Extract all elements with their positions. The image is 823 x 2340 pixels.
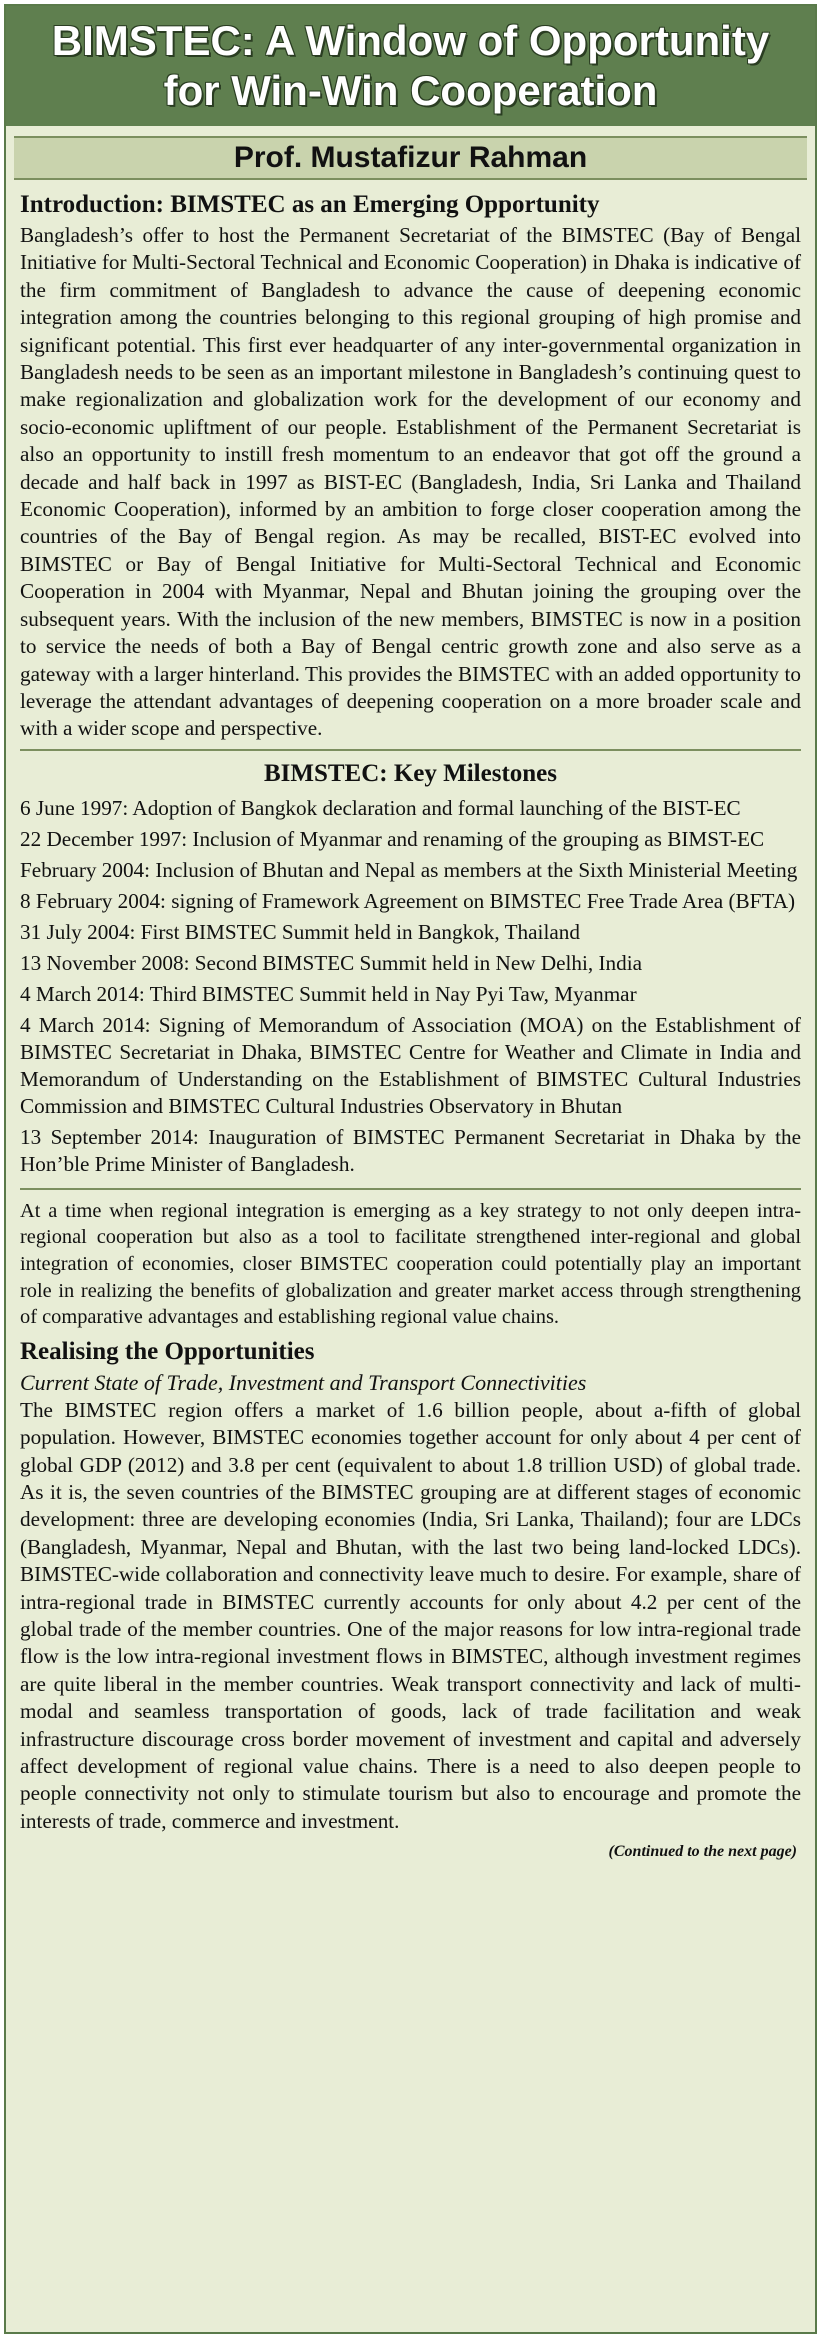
article-content xyxy=(6,180,815,1861)
intro-text: Bangladesh’s offer to host the Permanent Secretariat of the BIMSTEC (Bay of Bengal Initiative for Multi-Sectoral Technical and Economic Cooperation) in Dhaka is indicative of the firm commitment of Bangladesh to advance the cause of deepening economic integration among the countries belonging to this regional grouping of high promise and significant potential. This first ever headquarter of any inter-governmental organization in Bangladesh needs to be seen as an important milestone in Bangladesh’s continuing quest to make regionalization and globalization work for the development of our economy and socio-economic upliftment of our people. Establishment of the Permanent Secretariat is also an opportunity to instill fresh momentum to an endeavor that got off the ground a decade and half back in 1997 as BIST-EC (Bangladesh, India, Sri Lanka and Thailand Economic Cooperation), informed by an ambition to forge closer cooperation among the countries of the Bay of Bengal region. As may be recalled, BIST-EC evolved into BIMSTEC or Bay of Bengal Initiative for Multi-Sectoral Technical and Economic Cooperation in 2004 with Myanmar, Nepal and Bhutan joining the grouping over the subsequent years. With the inclusion of the new members, BIMSTEC is now in a position to service the needs of both a Bay of Bengal centric growth zone and also serve as a gateway with a larger hinterland. This provides the BIMSTEC with an added opportunity to leverage the attendant advantages of deepening cooperation on a more broader scale and with a wider scope and perspective. xyxy=(20,223,801,741)
milestone-item: 31 July 2004: First BIMSTEC Summit held in Bangkok, Thailand xyxy=(20,919,580,944)
milestone-item: 13 September 2014: Inauguration of BIMSTEC Permanent Secretariat in Dhaka by the Hon’ble Prime Minister of Bangladesh. xyxy=(20,1124,801,1176)
transition-paragraph: At a time when regional integration is emerging as a key strategy to not only deepen intra-regional cooperation but also as a tool to facilitate strengthened inter-regional and global integration of economies, closer BIMSTEC cooperation could potentially play an important role in realizing the benefits of globalization and greater market access through strengthening of comparative advantages and establishing regional value chains. xyxy=(20,1199,801,1329)
milestone-item: 4 March 2014: Third BIMSTEC Summit held in Nay Pyi Taw, Myanmar xyxy=(20,981,637,1006)
continued-note: (Continued to the next page) xyxy=(608,1843,797,1861)
title-banner xyxy=(6,6,815,126)
milestone-item: 13 November 2008: Second BIMSTEC Summit held in New Delhi, India xyxy=(20,950,643,975)
milestone-item: February 2004: Inclusion of Bhutan and Nepal as members at the Sixth Ministerial Meeting xyxy=(20,857,798,882)
article-page xyxy=(4,4,817,2334)
milestone-item: 4 March 2014: Signing of Memorandum of Association (MOA) on the Establishment of BIMSTEC Secretariat in Dhaka, BIMSTEC Centre for Weather and Climate in India and Memorandum of Understanding on the Establishment of BIMSTEC Cultural Industries Commission and BIMSTEC Cultural Industries Observatory in Bhutan xyxy=(20,1012,801,1118)
article-title xyxy=(14,16,807,116)
realising-heading: Realising the Opportunities xyxy=(20,1337,315,1365)
milestone-item: 8 February 2004: signing of Framework Agreement on BIMSTEC Free Trade Area (BFTA) xyxy=(20,888,796,913)
realising-subheading: Current State of Trade, Investment and Transport Connectivities xyxy=(20,1369,587,1395)
realising-text: The BIMSTEC region offers a market of 1.6 billion people, about a-fifth of global population. However, BIMSTEC economies together account for only about 4 per cent of global GDP (2012) and 3.8 per cent (equivalent to about 1.8 trillion USD) of global trade. As it is, the seven countries of the BIMSTEC grouping are at different stages of economic development: three are developing economies (India, Sri Lanka, Thailand); four are LDCs (Bangladesh, Myanmar, Nepal and Bhutan, with the last two being land-locked LDCs). BIMSTEC-wide collaboration and connectivity leave much to desire. For example, share of intra-regional trade in BIMSTEC currently accounts for only about 4.2 per cent of the global trade of the member countries. One of the major reasons for low intra-regional trade flow is the low intra-regional investment flows in BIMSTEC, although investment regimes are quite liberal in the member countries. Weak transport connectivity and lack of multi-modal and seamless transportation of goods, lack of trade facilitation and weak infrastructure discourage cross border movement of investment and capital and adversely affect development of regional value chains. There is a need to also deepen people to people connectivity not only to stimulate tourism but also to encourage and promote the interests of trade, commerce and investment. xyxy=(20,1397,801,1833)
milestone-item: 6 June 1997: Adoption of Bangkok declaration and formal launching of the BIST-EC xyxy=(20,795,741,820)
title-line-2: for Win-Win Cooperation xyxy=(163,67,658,114)
milestones-heading: BIMSTEC: Key Milestones xyxy=(263,759,558,787)
author-bar: Prof. Mustafizur Rahman xyxy=(14,136,807,180)
milestone-item: 22 December 1997: Inclusion of Myanmar and renaming of the grouping as BIMST-EC xyxy=(20,826,765,851)
intro-heading: Introduction: BIMSTEC as an Emerging Opportunity xyxy=(20,191,600,218)
milestones-box xyxy=(20,749,801,1190)
title-line-1: BIMSTEC: A Window of Opportunity xyxy=(51,17,770,64)
